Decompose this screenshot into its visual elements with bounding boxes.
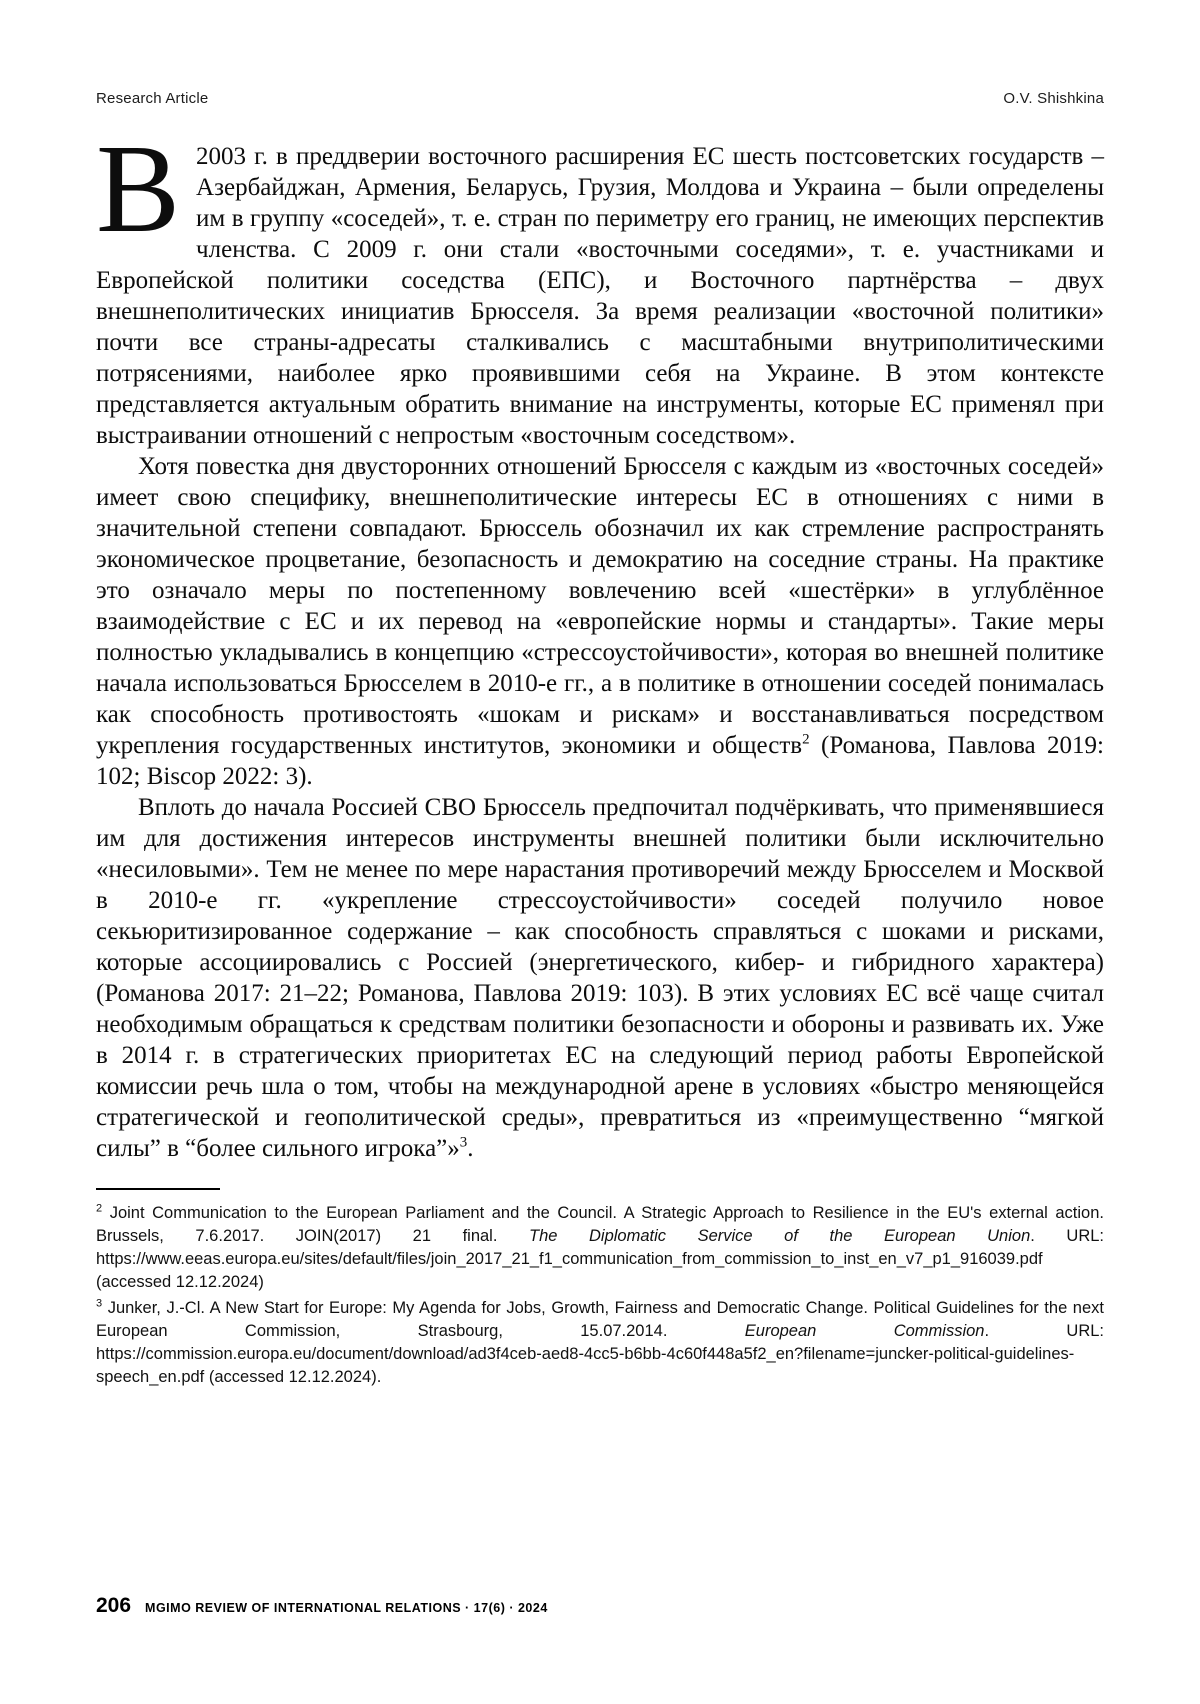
journal-line: MGIMO REVIEW OF INTERNATIONAL RELATIONS · 17(6) · 2024 bbox=[145, 1601, 548, 1615]
paragraph: Хотя повестка дня двусторонних отношений Брюсселя с каждым из «восточных соседей» имеет свою специфику, внешнеполитические интересы ЕС в отношениях с ними в значительной степени совпадают. Брюссель обозначил их как стремление распространять экономическое процветание, безопасность и демократию на соседние страны. На практике это означало меры по постепенному вовлечению всей «шестёрки» в углублённое взаимодействие с ЕС и их перевод на «европейские нормы и стандарты». Такие меры полностью укладывались в концепцию «стрессоустойчивости», которая во внешней политике начала использоваться Брюсселем в 2010-е гг., а в политике в отношении соседей понималась как способность противостоять «шокам и рискам» и восстанавливаться посредством укрепления государственных институтов, экономики и обществ$^2$ (Романова, Павлова 2019: 102; Biscop 2022: 3). bbox=[96, 453, 1104, 790]
footnote: $^2$ Joint Communication to the European Parliament and the Council. A Strategic Approach to Resilience in the EU's external action. Brussels, 7.6.2017. JOIN(2017) 21 final. The Diplomatic Service of the European Union. URL: https://www.eeas.europa.eu/sites/default/files/join_2017_21_f1_communication_from_commission_to_inst_en_v7_p1_916039.pdf (accessed 12.12.2024) bbox=[96, 1202, 1104, 1291]
footnote: $^3$ Junker, J.-Cl. A New Start for Europe: My Agenda for Jobs, Growth, Fairness and Democratic Change. Political Guidelines for the next European Commission, Strasbourg, 15.07.2014. European Commission. URL: https://commission.europa.eu/document/download/ad3f4ceb-aed8-4cc5-b6bb-4c60f448a5f2_en?filename=juncker-political-guidelines-speech_en.pdf (accessed 12.12.2024). bbox=[96, 1297, 1104, 1386]
header-author: O.V. Shishkina bbox=[1003, 90, 1104, 107]
page-number: 206 bbox=[96, 1594, 132, 1617]
page-footer bbox=[96, 1594, 548, 1618]
header-article-type: Research Article bbox=[96, 90, 209, 107]
paragraph: Вплоть до начала Россией СВО Брюссель предпочитал подчёркивать, что применявшиеся им для достижения интересов инструменты внешней политики были исключительно «несиловыми». Тем не менее по мере нарастания противоречий между Брюсселем и Москвой в 2010-е гг. «укрепление стрессоустойчивости» соседей получило новое секьюритизированное содержание – как способность справляться с шоками и рисками, которые ассоциировались с Россией (энергетического, кибер- и гибридного характера) (Романова 2017: 21–22; Романова, Павлова 2019: 103). В этих условиях ЕС всё чаще считал необходимым обращаться к средствам политики безопасности и обороны и развивать их. Уже в 2014 г. в стратегических приоритетах ЕС на следующий период работы Европейской комиссии речь шла о том, чтобы на международной арене в условиях «быстро меняющейся стратегической и геополитической среды», превратиться из «преимущественно “мягкой силы” в “более сильного игрока”»$^3$. bbox=[96, 794, 1104, 1162]
article-body bbox=[96, 120, 1104, 1164]
page-header bbox=[96, 90, 1104, 107]
footnotes bbox=[96, 1202, 1104, 1389]
drop-cap: В bbox=[96, 120, 181, 259]
paragraph: В 2003 г. в преддверии восточного расширения ЕС шесть постсоветских государств – Азербайджан, Армения, Беларусь, Грузия, Молдова и Украина – были определены им в группу «соседей», т. е. стран по периметру его границ, не имеющих перспектив членства. С 2009 г. они стали «восточными соседями», т. е. участниками и Европейской политики соседства (ЕПС), и Восточного партнёрства – двух внешнеполитических инициатив Брюсселя. За время реализации «восточной политики» почти все страны-адресаты сталкивались с масштабными внутриполитическими потрясениями, наиболее ярко проявившими себя на Украине. В этом контексте представляется актуальным обратить внимание на инструменты, которые ЕС применял при выстраивании отношений с непростым «восточным соседством». bbox=[96, 120, 1104, 449]
footnote-separator bbox=[96, 1188, 220, 1190]
